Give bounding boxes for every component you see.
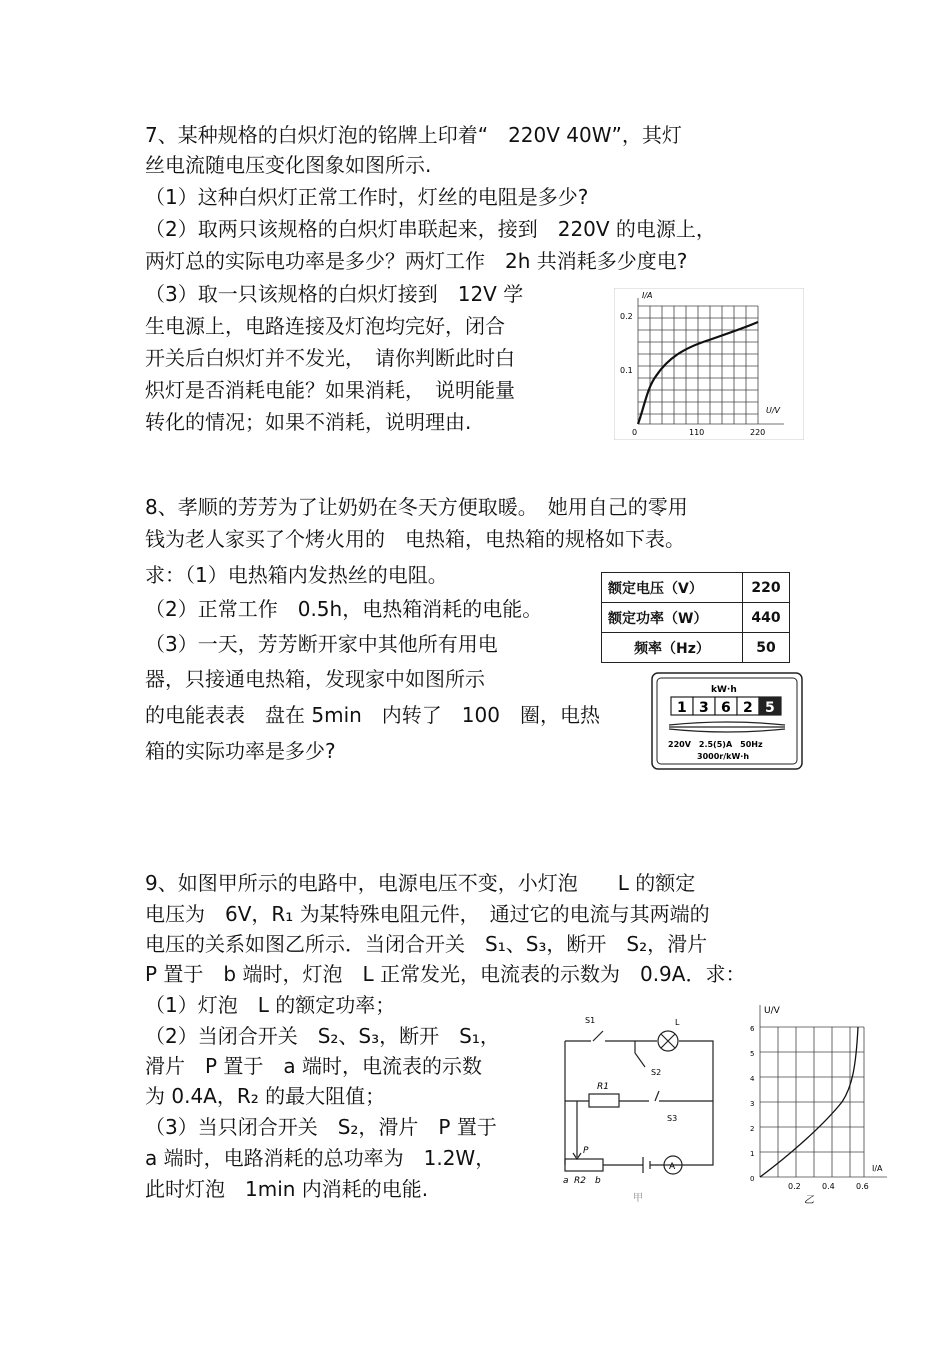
q9-line-2: 电压为 6V，R₁ 为某特殊电阻元件， 通过它的电流与其两端的 (145, 902, 710, 926)
meter-unit: kW·h (711, 685, 737, 695)
q8-line-5: （3）一天，芳芳断开家中其他所有用电 (145, 632, 498, 656)
meter-digit-3: 6 (721, 700, 731, 716)
q9-y-label: U/V (764, 1006, 780, 1016)
meter-rating: 220V 2.5(5)A 50Hz (668, 740, 763, 749)
meter-digit-2: 3 (699, 700, 709, 716)
q9-line-7: 滑片 P 置于 a 端时，电流表的示数 (145, 1054, 483, 1078)
label-r2: R2 (574, 1176, 586, 1186)
meter-digit-1: 1 (677, 700, 687, 716)
q7-y-tick-02: 0.2 (620, 312, 633, 321)
spec-label: 额定功率（W） (602, 603, 743, 633)
q9-x-label: I/A (872, 1164, 883, 1173)
meter-constant: 3000r/kW·h (697, 752, 750, 761)
q9-line-11: 此时灯泡 1min 内消耗的电能. (145, 1177, 429, 1201)
q7-line-4: （2）取两只该规格的白炽灯串联起来，接到 220V 的电源上， (145, 217, 716, 241)
q7-line-10: 转化的情况；如果不消耗，说明理由. (145, 410, 472, 434)
q9-y-tick-0: 0 (750, 1175, 755, 1183)
meter-digit-5: 5 (765, 700, 775, 716)
spec-row-frequency (602, 633, 790, 663)
spec-value: 220 (743, 573, 790, 603)
q9-y-tick-3: 3 (750, 1100, 755, 1108)
q7-y-label: I/A (642, 291, 653, 300)
label-l: L (675, 1018, 680, 1027)
label-s3: S3 (667, 1114, 678, 1123)
q7-line-7: 生电源上，电路连接及灯泡均完好，闭合 (145, 314, 505, 338)
spec-label: 频率（Hz） (602, 633, 743, 663)
q9-y-tick-1: 1 (750, 1150, 755, 1158)
label-a-end: a (563, 1176, 569, 1186)
q8-spec-table (601, 572, 790, 663)
q9-x-tick-04: 0.4 (822, 1182, 835, 1191)
caption-jia: 甲 (633, 1193, 643, 1204)
q7-x-tick-110: 110 (689, 428, 705, 437)
q9-line-10: a 端时，电路消耗的总功率为 1.2W， (145, 1146, 496, 1170)
q7-line-3: （1）这种白炽灯正常工作时，灯丝的电阻是多少? (145, 185, 589, 209)
q9-y-tick-6: 6 (750, 1025, 755, 1033)
q7-y-tick-01: 0.1 (620, 366, 633, 375)
label-r1: R1 (597, 1082, 609, 1092)
q9-line-8: 为 0.4A，R₂ 的最大阻值； (145, 1084, 386, 1108)
q8-line-7: 的电能表表 盘在 5min 内转了 100 圈，电热 (145, 703, 600, 727)
q9-y-tick-5: 5 (750, 1050, 755, 1058)
meter-digit-4: 2 (743, 700, 753, 716)
q9-line-1: 9、如图甲所示的电路中，电源电压不变，小灯泡 L 的额定 (145, 871, 696, 895)
q9-x-tick-06: 0.6 (856, 1182, 869, 1191)
q7-x-tick-0: 0 (632, 428, 638, 437)
label-s1: S1 (585, 1016, 596, 1025)
q9-y-tick-2: 2 (750, 1125, 755, 1133)
q9-ui-graph (742, 997, 897, 1211)
spec-value: 440 (743, 603, 790, 633)
q7-line-2: 丝电流随电压变化图象如图所示. (145, 153, 432, 177)
spec-row-voltage (602, 573, 790, 603)
q8-line-3: 求：（1）电热箱内发热丝的电阻。 (145, 563, 448, 587)
q7-x-tick-220: 220 (750, 428, 766, 437)
spec-label: 额定电压（V） (602, 573, 743, 603)
spec-row-power (602, 603, 790, 633)
caption-yi: 乙 (804, 1195, 814, 1206)
q7-line-5: 两灯总的实际电功率是多少？两灯工作 2h 共消耗多少度电? (145, 249, 688, 273)
q7-x-label: U/V (766, 406, 781, 415)
q9-x-tick-02: 0.2 (788, 1182, 801, 1191)
q7-iu-graph (614, 288, 804, 440)
q9-line-6: （2）当闭合开关 S₂、S₃，断开 S₁， (145, 1024, 500, 1048)
q7-line-8: 开关后白炽灯并不发光， 请你判断此时白 (145, 346, 515, 370)
q7-line-6: （3）取一只该规格的白炽灯接到 12V 学 (145, 282, 524, 306)
q9-line-5: （1）灯泡 L 的额定功率； (145, 993, 396, 1017)
q8-line-1: 8、孝顺的芳芳为了让奶奶在冬天方便取暖。 她用自己的零用 (145, 495, 688, 519)
q8-line-8: 箱的实际功率是多少? (145, 739, 336, 763)
q9-line-4: P 置于 b 端时，灯泡 L 正常发光，电流表的示数为 0.9A．求： (145, 962, 746, 986)
q9-circuit-diagram (547, 997, 737, 1209)
label-s2: S2 (651, 1068, 662, 1077)
q7-line-1: 7、某种规格的白炽灯泡的铭牌上印着“ 220V 40W”，其灯 (145, 123, 682, 147)
q8-line-2: 钱为老人家买了个烤火用的 电热箱，电热箱的规格如下表。 (145, 527, 685, 551)
q7-line-9: 炽灯是否消耗电能？如果消耗， 说明能量 (145, 378, 515, 402)
q8-line-4: （2）正常工作 0.5h，电热箱消耗的电能。 (145, 597, 543, 621)
label-b-end: b (595, 1176, 601, 1186)
q9-line-3: 电压的关系如图乙所示．当闭合开关 S₁、S₃，断开 S₂，滑片 (145, 932, 708, 956)
q9-line-9: （3）当只闭合开关 S₂，滑片 P 置于 (145, 1115, 497, 1139)
spec-value: 50 (743, 633, 790, 663)
q9-y-tick-4: 4 (750, 1075, 755, 1083)
q8-electric-meter (651, 672, 803, 770)
q8-line-6: 器，只接通电热箱，发现家中如图所示 (145, 667, 485, 691)
ammeter-label: A (669, 1162, 676, 1172)
label-p: P (583, 1146, 589, 1156)
